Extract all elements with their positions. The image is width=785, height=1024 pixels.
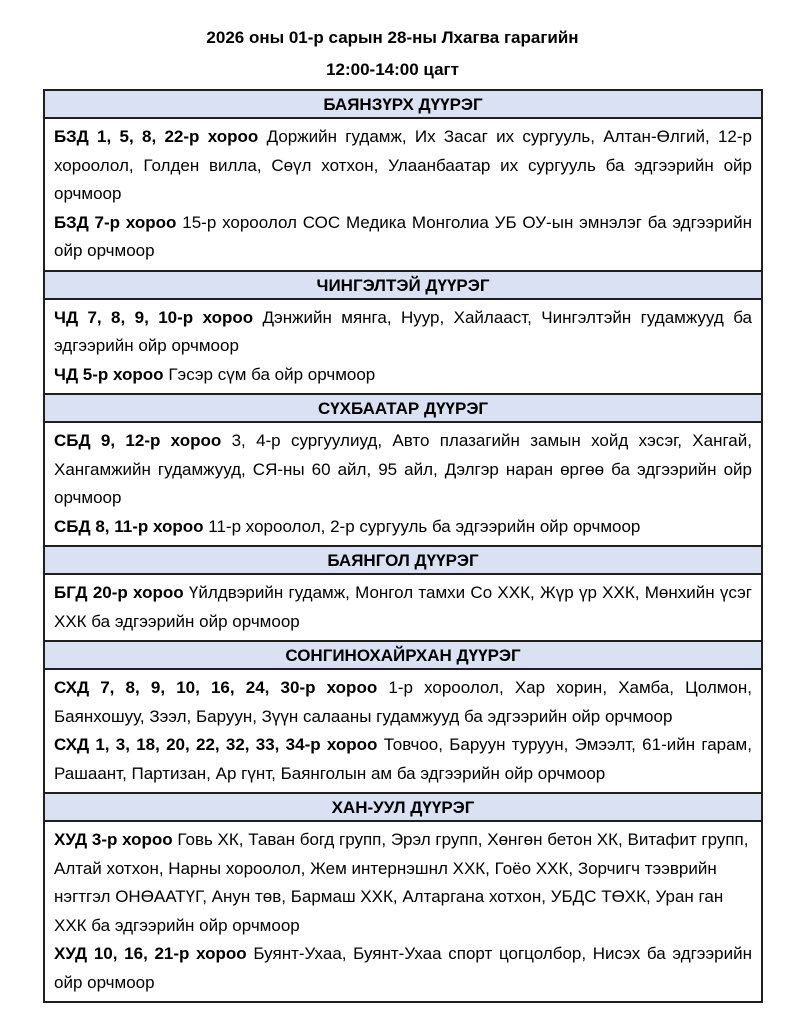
district-body [45,423,761,547]
district-body [45,822,761,1001]
khoroo-row-text: 11-р хороолол, 2-р сургууль ба эдгээрийн ойр орчмоор [208,516,641,536]
section-bayangol [45,547,761,642]
district-body [45,119,761,272]
section-khan-uul [45,794,761,1001]
khoroo-row-lead: БЗД 7-р хороо [54,212,177,232]
district-header: БАЯНГОЛ ДҮҮРЭГ [45,547,761,575]
khoroo-row [54,427,752,513]
district-header: ЧИНГЭЛТЭЙ ДҮҮРЭГ [45,272,761,300]
khoroo-row [54,940,752,997]
khoroo-row-lead: СХД 1, 3, 18, 20, 22, 32, 33, 34-р хороо [54,735,378,754]
khoroo-row-lead: БЗД 1, 5, 8, 22-р хороо [54,127,259,146]
district-header: СОНГИНОХАЙРХАН ДҮҮРЭГ [45,642,761,670]
khoroo-row-text: Үйлдвэрийн гудамж, Монгол тамхи Со ХХК, Жүр үр ХХК, Мөнхийн үсэг ХХК ба эдгээрийн ойр орчмоор [54,583,752,631]
khoroo-row-text: Гэсэр сүм ба ойр орчмоор [168,364,376,384]
khoroo-row [54,123,752,209]
khoroo-row [54,209,752,266]
khoroo-row [54,674,752,731]
section-songinokhairkhan [45,642,761,794]
khoroo-row-lead: ЧД 5-р хороо [54,364,164,384]
district-body [45,300,761,396]
khoroo-row-text: Доржийн гудамж, Их Засаг их сургууль, Алтан-Өлгий, 12-р хороолол, Голден вилла, Сөүл хотхон, Улаанбаатар их сургууль ба эдгээрийн ойр орчмоор [54,127,752,203]
section-chingeltei [45,272,761,396]
outage-schedule-table [43,89,763,1003]
khoroo-row [54,513,752,542]
document-title-line-1: 2026 оны 01-р сарын 28-ны Лхагва гарагийн [206,28,579,47]
khoroo-row [54,579,752,636]
khoroo-row-lead: ХУД 3-р хороо [54,830,173,849]
document-title [0,0,785,86]
section-bayanzurkh [45,91,761,272]
khoroo-row-text: Говь ХК, Таван богд групп, Эрэл групп, Хөнгөн бетон ХК, Витафит групп, Алтай хотхон, Нарны хороолол, Жем интернэшнл ХХК, Гоёо ХХК, Зорчигч тээврийн нэгтгэл ОНӨААТҮГ, Анун төв, Бармаш ХХК, Алтаргана хотхон, УБДС ТӨХК, Уран ган ХХК ба эдгээрийн ойр орчмоор [54,830,749,935]
khoroo-row-text: 15-р хороолол СОС Медика Монголиа УБ ОУ-ын эмнэлэг ба эдгээрийн ойр орчмоор [54,212,752,260]
district-header: СҮХБААТАР ДҮҮРЭГ [45,395,761,423]
khoroo-row-lead: БГД 20-р хороо [54,583,184,602]
khoroo-row-lead: СХД 7, 8, 9, 10, 16, 24, 30-р хороо [54,678,378,697]
khoroo-row [54,826,752,940]
khoroo-row-lead: СБД 9, 12-р хороо [54,431,222,450]
khoroo-row-text: Дэнжийн мянга, Нуур, Хайлааст, Чингэлтэйн гудамжууд ба эдгээрийн ойр орчмоор [54,307,752,355]
district-header: ХАН-УУЛ ДҮҮРЭГ [45,794,761,822]
document-title-line-2: 12:00-14:00 цагт [326,60,459,79]
khoroo-row [54,304,752,361]
khoroo-row-lead: ХУД 10, 16, 21-р хороо [54,944,247,963]
district-header: БАЯНЗҮРХ ДҮҮРЭГ [45,91,761,119]
district-body [45,670,761,794]
khoroo-row-text: Товчоо, Баруун туруун, Эмээлт, 61-ийн гарам, Рашаант, Партизан, Ар гүнт, Баянголын ам ба эдгээрийн ойр орчмоор [54,735,752,783]
khoroo-row-text: Буянт-Ухаа, Буянт-Ухаа спорт цогцолбор, Нисэх ба эдгээрийн ойр орчмоор [54,944,752,992]
khoroo-row-text: 3, 4-р сургуулиуд, Авто плазагийн замын хойд хэсэг, Хангай, Хангамжийн гудамжууд, СЯ-ны 60 айл, 95 айл, Дэлгэр наран өргөө ба эдгээрийн ойр орчмоор [54,431,752,507]
khoroo-row-lead: СБД 8, 11-р хороо [54,516,204,536]
khoroo-row [54,361,752,390]
khoroo-row [54,731,752,788]
khoroo-row-text: 1-р хороолол, Хар хорин, Хамба, Цолмон, Баянхошуу, Зээл, Баруун, Зүүн салааны гудамжууд ба эдгээрийн ойр орчмоор [54,678,752,726]
district-body [45,575,761,642]
khoroo-row-lead: ЧД 7, 8, 9, 10-р хороо [54,307,254,327]
section-sukhbaatar [45,395,761,547]
